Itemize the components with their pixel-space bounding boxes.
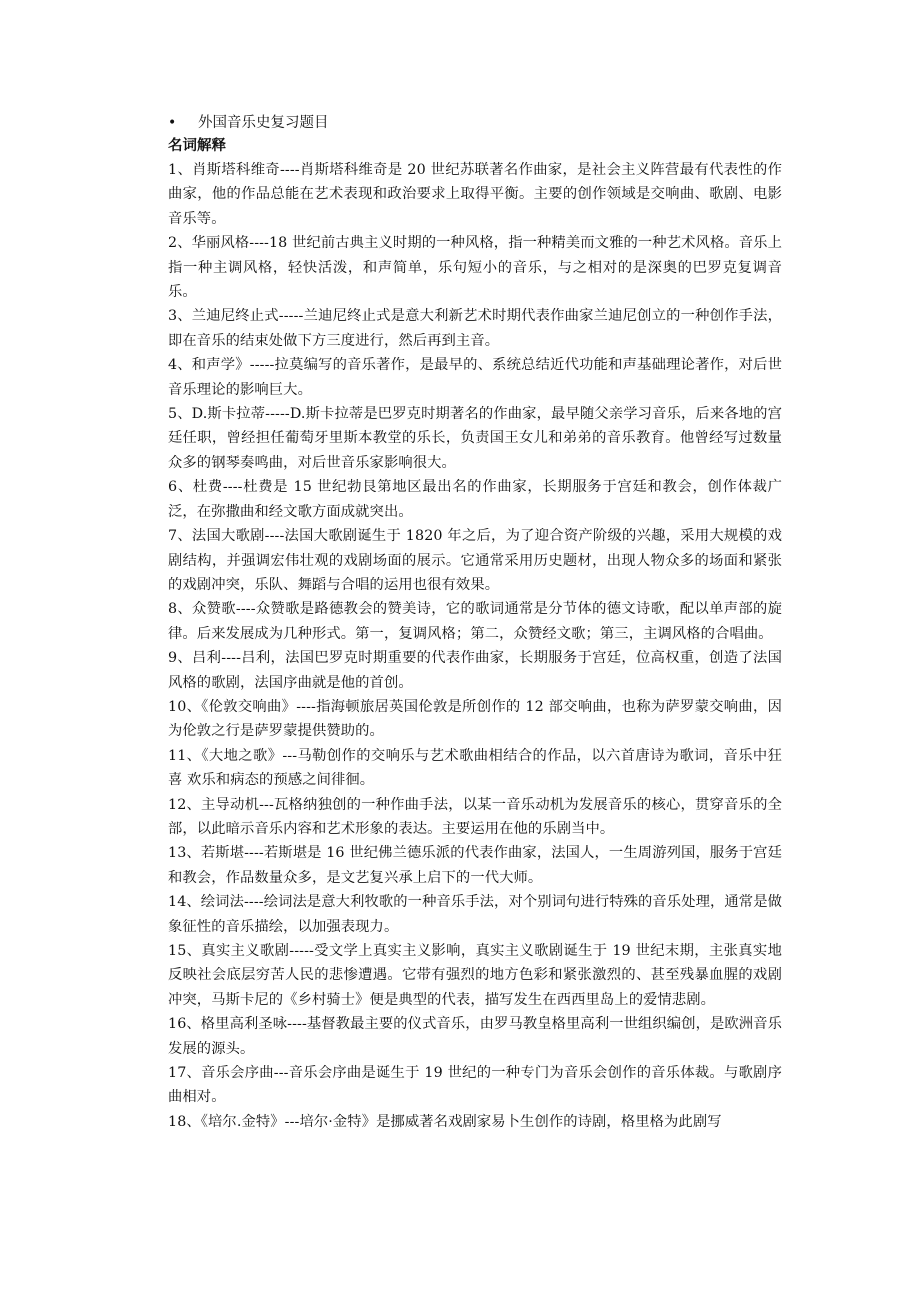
entry-paragraph: 3、兰迪尼终止式-----兰迪尼终止式是意大利新艺术时期代表作曲家兰迪尼创立的一种创作手法，即在音乐的结束处做下方三度进行，然后再到主音。 xyxy=(168,308,782,349)
section-heading: 名词解释 xyxy=(168,138,226,154)
entry-paragraph: 8、众赞歌----众赞歌是路德教会的赞美诗，它的歌词通常是分节体的德文诗歌，配以单声部的旋律。后来发展成为几种形式。第一，复调风格；第二，众赞经文歌；第三，主调风格的合唱曲。 xyxy=(168,601,782,642)
entry-paragraph: 11、《大地之歌》---马勒创作的交响乐与艺术歌曲相结合的作品，以六首唐诗为歌词，音乐中狂喜 欢乐和病态的预感之间徘徊。 xyxy=(168,747,782,789)
entry-paragraph: 1、肖斯塔科维奇----肖斯塔科维奇是 20 世纪苏联著名作曲家，是社会主义阵营最有代表性的作曲家，他的作品总能在艺术表现和政治要求上取得平衡。主要的创作领域是交响曲、歌剧、电影音乐等。 xyxy=(168,162,782,227)
entry-paragraph: 6、杜费----杜费是 15 世纪勃艮第地区最出名的作曲家，长期服务于宫廷和教会，创作体裁广泛，在弥撒曲和经文歌方面成就突出。 xyxy=(168,479,782,520)
entry-paragraph: 4、和声学》-----拉莫编写的音乐著作，是最早的、系统总结近代功能和声基础理论著作，对后世音乐理论的影响巨大。 xyxy=(168,357,782,398)
entry-paragraph: 2、华丽风格----18 世纪前古典主义时期的一种风格，指一种精美而文雅的一种艺术风格。音乐上指一种主调风格，轻快活泼，和声简单，乐句短小的音乐，与之相对的是深奥的巴罗克复调音乐。 xyxy=(168,235,782,301)
entry-paragraph: 16、格里高利圣咏----基督教最主要的仪式音乐，由罗马教皇格里高利一世组织编创，是欧洲音乐发展的源头。 xyxy=(168,1016,782,1057)
entry-paragraph: 14、绘词法----绘词法是意大利牧歌的一种音乐手法，对个别词句进行特殊的音乐处理，通常是做象征性的音乐描绘，以加强表现力。 xyxy=(168,894,782,935)
title-line xyxy=(168,112,782,134)
entry-paragraph: 12、主导动机---瓦格纳独创的一种作曲手法，以某一音乐动机为发展音乐的核心，贯穿音乐的全部，以此暗示音乐内容和艺术形象的表达。主要运用在他的乐剧当中。 xyxy=(168,796,782,837)
entry-paragraph: 7、法国大歌剧----法国大歌剧诞生于 1820 年之后，为了迎合资产阶级的兴趣，采用大规模的戏剧结构，并强调宏伟壮观的戏剧场面的展示。它通常采用历史题材，出现人物众多的场面和紧张的戏剧冲突，乐队、舞蹈与合唱的运用也很有效果。 xyxy=(168,528,782,593)
bullet-icon: • xyxy=(168,115,177,131)
entry-paragraph: 13、若斯堪----若斯堪是 16 世纪佛兰德乐派的代表作曲家，法国人，一生周游列国，服务于宫廷和教会，作品数量众多，是文艺复兴承上启下的一代大师。 xyxy=(168,845,782,886)
entry-paragraph: 5、D.斯卡拉蒂-----D.斯卡拉蒂是巴罗克时期著名的作曲家，最早随父亲学习音乐，后来各地的宫廷任职，曾经担任葡萄牙里斯本教堂的乐长，负责国王女儿和弟弟的音乐教育。他曾经写过数量众多的钢琴奏鸣曲，对后世音乐家影响很大。 xyxy=(168,406,782,471)
document-page xyxy=(168,112,782,1134)
entry-paragraph: 17、音乐会序曲---音乐会序曲是诞生于 19 世纪的一种专门为音乐会创作的音乐体裁。与歌剧序曲相对。 xyxy=(168,1065,782,1106)
entry-paragraph: 18、《培尔.金特》---培尔·金特》是挪威著名戏剧家易卜生创作的诗剧，格里格为此剧写 xyxy=(168,1113,722,1130)
entry-paragraph: 10、《伦敦交响曲》----指海顿旅居英国伦敦是所创作的 12 部交响曲，也称为萨罗蒙交响曲，因为伦敦之行是萨罗蒙提供赞助的。 xyxy=(168,698,782,740)
document-title: 外国音乐史复习题目 xyxy=(198,115,329,131)
entry-paragraph: 15、真实主义歌剧-----受文学上真实主义影响，真实主义歌剧诞生于 19 世纪末期，主张真实地反映社会底层穷苦人民的悲惨遭遇。它带有强烈的地方色彩和紧张激烈的、甚至残暴血腥的戏剧冲突，马斯卡尼的《乡村骑士》便是典型的代表，描写发生在西西里岛上的爱情悲剧。 xyxy=(168,943,782,1008)
entry-paragraph: 9、吕利----吕利，法国巴罗克时期重要的代表作曲家，长期服务于宫廷，位高权重，创造了法国风格的歌剧，法国序曲就是他的首创。 xyxy=(168,650,782,691)
